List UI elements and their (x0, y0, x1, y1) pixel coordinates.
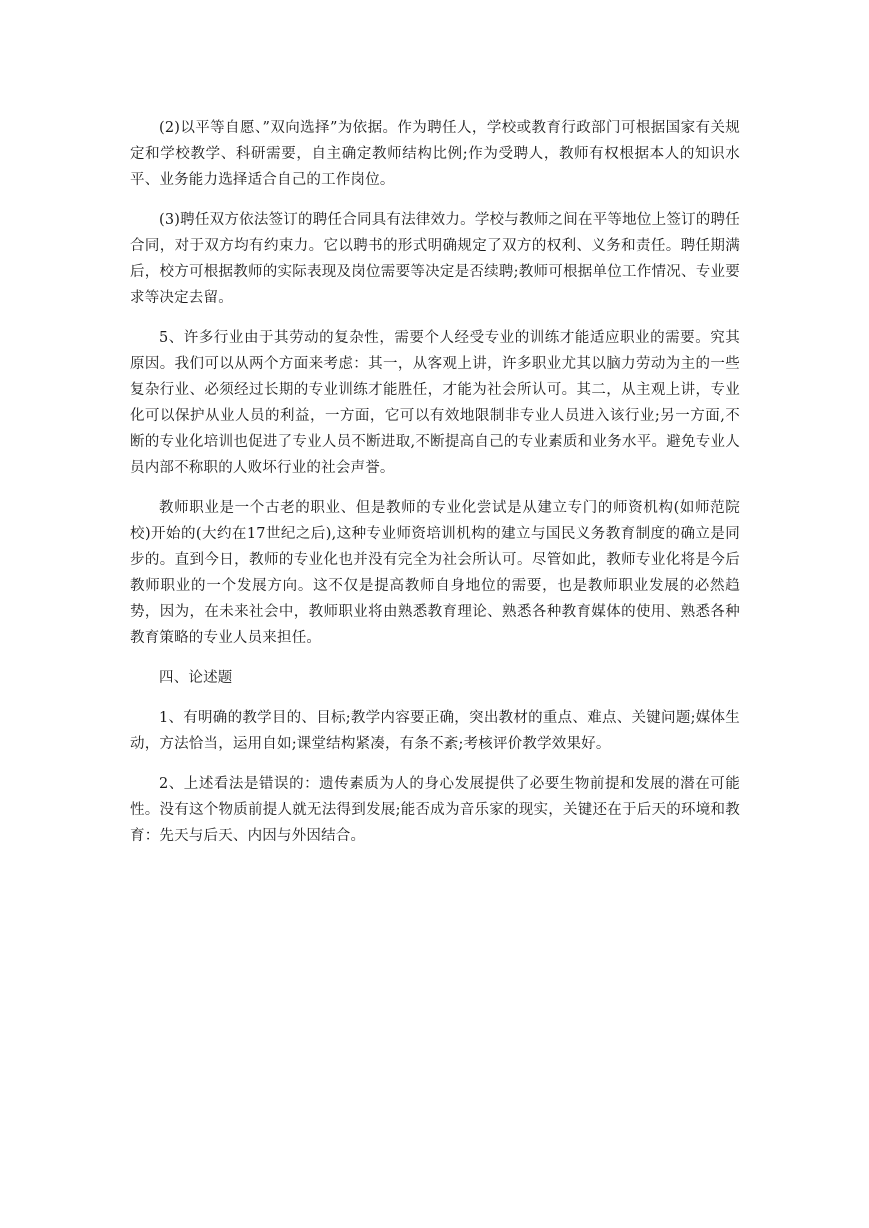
answer-item-2: 2、上述看法是错误的：遗传素质为人的身心发展提供了必要生物前提和发展的潜在可能性。没有这个物质前提人就无法得到发展;能否成为音乐家的现实，关键还在于后天的环境和教育：先天与后天、内因与外因结合。 (130, 776, 740, 844)
answer-item-1: 1、有明确的教学目的、目标;教学内容要正确，突出教材的重点、难点、关键问题;媒体生动，方法恰当，运用自如;课堂结构紧凑，有条不紊;考核评价教学效果好。 (130, 710, 740, 752)
paragraph-contract-validity: (3)聘任双方依法签订的聘任合同具有法律效力。学校与教师之间在平等地位上签订的聘任合同，对于双方均有约束力。它以聘书的形式明确规定了双方的权利、义务和责任。聘任期满后，校方可根据教师的实际表现及岗位需要等决定是否续聘;教师可根据单位工作情况、专业要求等决定去留。 (130, 212, 740, 306)
paragraph-equal-voluntary: (2)以平等自愿、”双向选择”为依据。作为聘任人，学校或教育行政部门可根据国家有关规定和学校教学、科研需要，自主确定教师结构比例;作为受聘人，教师有权根据本人的知识水平、业务能力选择适合自己的工作岗位。 (130, 120, 740, 188)
section-heading-essay: 四、论述题 (159, 670, 233, 686)
document-page (130, 115, 740, 863)
paragraph-professional-training: 5、许多行业由于其劳动的复杂性，需要个人经受专业的训练才能适应职业的需要。究其原因。我们可以从两个方面来考虑：其一，从客观上讲，许多职业尤其以脑力劳动为主的一些复杂行业、必须经过长期的专业训练才能胜任，才能为社会所认可。其二，从主观上讲，专业化可以保护从业人员的利益，一方面，它可以有效地限制非专业人员进入该行业;另一方面,不断的专业化培训也促进了专业人员不断进取,不断提高自己的专业素质和业务水平。避免专业人员内部不称职的人败坏行业的社会声誉。 (130, 330, 740, 476)
paragraph-teacher-professionalization: 教师职业是一个古老的职业、但是教师的专业化尝试是从建立专门的师资机构(如师范院校)开始的(大约在17世纪之后),这种专业师资培训机构的建立与国民义务教育制度的确立是同步的。直到今日，教师的专业化也并没有完全为社会所认可。尽管如此，教师专业化将是今后教师职业的一个发展方向。这不仅是提高教师自身地位的需要，也是教师职业发展的必然趋势，因为，在未来社会中，教师职业将由熟悉教育理论、熟悉各种教育媒体的使用、熟悉各种教育策略的专业人员来担任。 (130, 500, 740, 646)
